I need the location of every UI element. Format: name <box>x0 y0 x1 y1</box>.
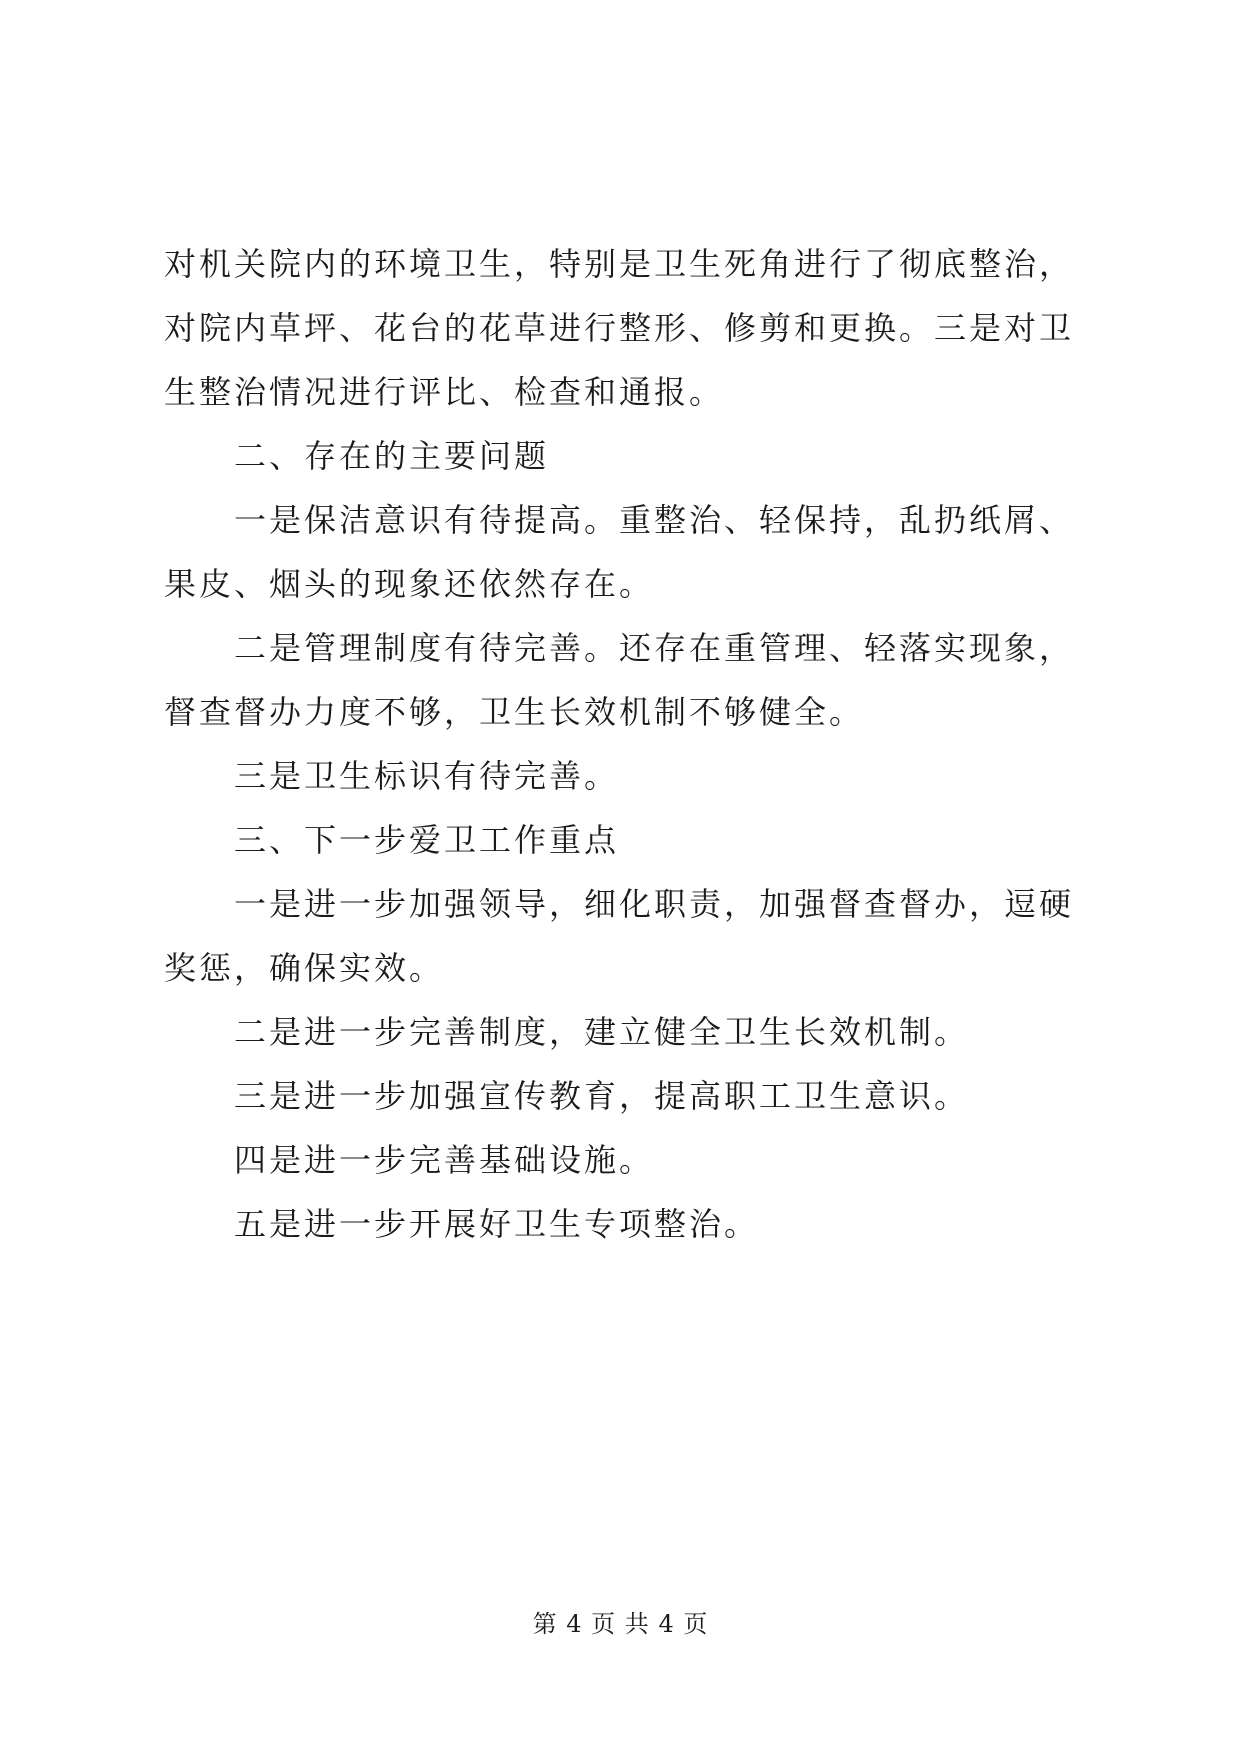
paragraph-10: 四是进一步完善基础设施。 <box>234 1141 655 1179</box>
section-heading-next-steps: 三、下一步爱卫工作重点 <box>234 821 620 859</box>
paragraph-8: 二是进一步完善制度，建立健全卫生长效机制。 <box>234 1013 970 1051</box>
paragraph-1: 对机关院内的环境卫生，特别是卫生死角进行了彻底整治，对院内草坪、花台的花草进行整形、修剪和更换。三是对卫生整治情况进行评比、检查和通报。 <box>164 245 1075 411</box>
page-footer: 第 4 页 共 4 页 <box>532 1610 709 1638</box>
document-body <box>164 232 1084 1256</box>
paragraph-4: 二是管理制度有待完善。还存在重管理、轻落实现象，督查督办力度不够，卫生长效机制不够健全。 <box>164 629 1075 731</box>
paragraph-9: 三是进一步加强宣传教育，提高职工卫生意识。 <box>234 1077 970 1115</box>
paragraph-3: 一是保洁意识有待提高。重整治、轻保持，乱扔纸屑、果皮、烟头的现象还依然存在。 <box>164 501 1075 603</box>
paragraph-5: 三是卫生标识有待完善。 <box>234 757 620 795</box>
paragraph-7: 一是进一步加强领导，细化职责，加强督查督办，逗硬奖惩，确保实效。 <box>164 885 1075 987</box>
paragraph-11: 五是进一步开展好卫生专项整治。 <box>234 1205 760 1243</box>
section-heading-problems: 二、存在的主要问题 <box>234 437 550 475</box>
